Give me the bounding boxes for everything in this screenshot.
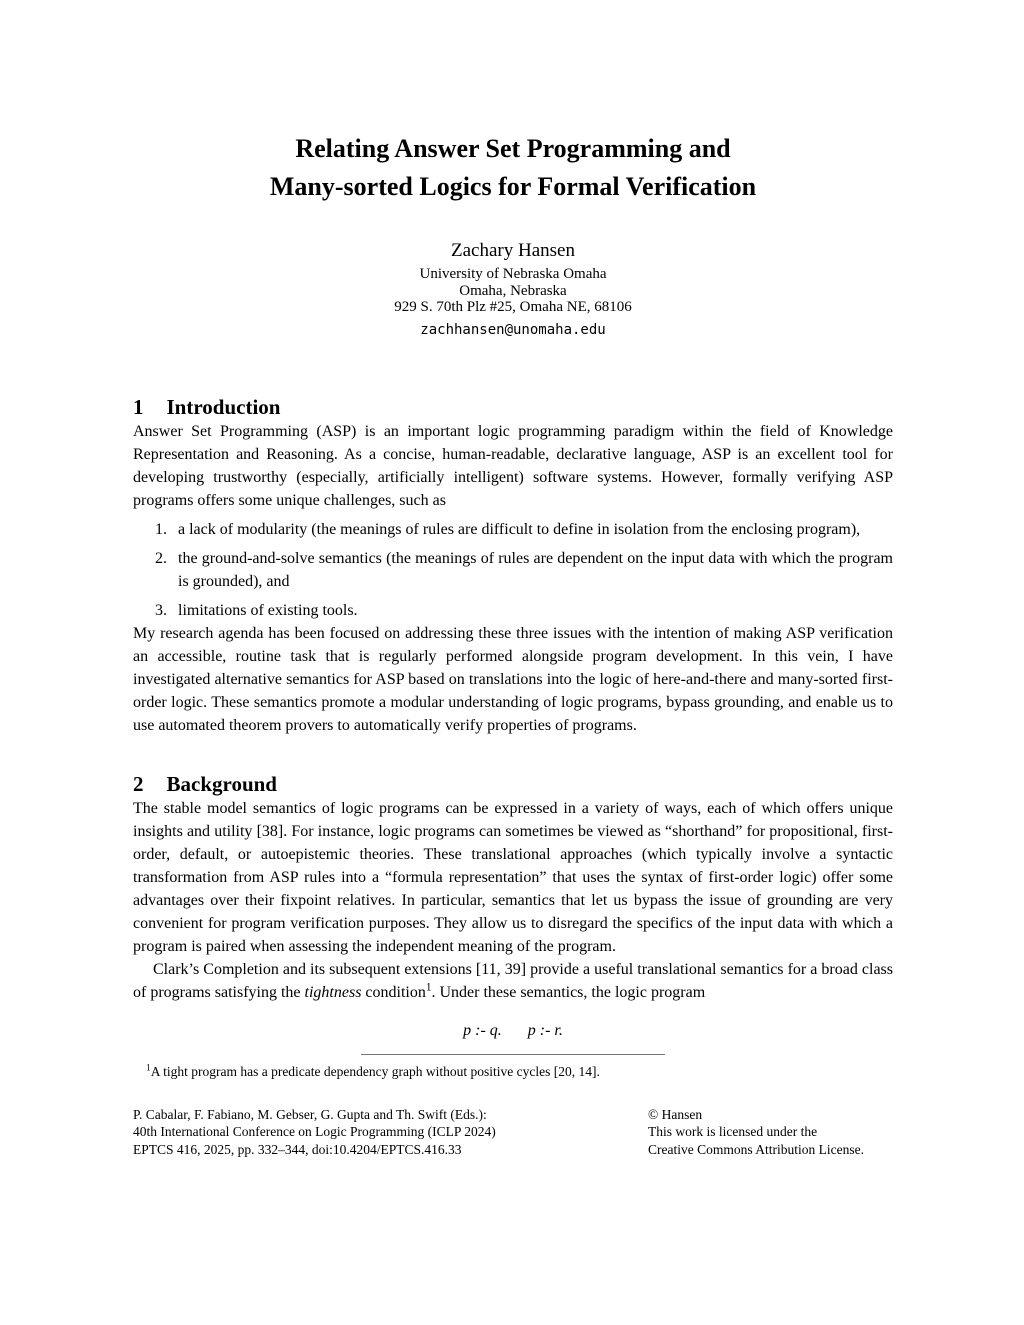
footer-conference-line: 40th International Conference on Logic Programming (ICLP 2024) xyxy=(133,1124,496,1139)
list-item-number: 1. xyxy=(155,520,167,538)
tightness-term: tightness xyxy=(304,983,362,1001)
list-item-text: a lack of modularity (the meanings of rules are difficult to define in isolation from the enclosing program), xyxy=(178,520,861,538)
list-item xyxy=(133,547,893,593)
section-1-number: 1 xyxy=(133,394,144,419)
challenges-list xyxy=(133,518,893,622)
section-introduction xyxy=(133,394,893,737)
logic-program-formula xyxy=(133,1019,893,1042)
footnote-rule xyxy=(361,1054,665,1055)
footer-license-line-1: This work is licensed under the xyxy=(648,1124,818,1139)
affiliation-line-city: Omaha, Nebraska xyxy=(459,282,567,299)
paper-title-line-2: Many-sorted Logics for Formal Verification xyxy=(269,172,757,201)
section-2-number: 2 xyxy=(133,771,144,796)
footer-copyright-line: © Hansen xyxy=(648,1106,703,1122)
author-affiliation xyxy=(133,266,893,316)
section-1-title: Introduction xyxy=(166,394,281,419)
bg-p2-before: Clark’s Completion and its subsequent extensions [11, 39] provide a useful translational semantics for a broad class of programs satisfying the xyxy=(133,960,893,1001)
footer-editors-line: P. Cabalar, F. Fabiano, M. Gebser, G. Gupta and Th. Swift (Eds.): xyxy=(133,1106,487,1122)
footnote xyxy=(133,1063,893,1080)
affiliation-line-address: 929 S. 70th Plz #25, Omaha NE, 68106 xyxy=(394,299,632,315)
footer-license-line-2: Creative Commons Attribution License. xyxy=(648,1141,864,1157)
list-item-number: 2. xyxy=(155,549,167,567)
paper-title xyxy=(133,130,893,206)
footnote-reference-mark: 1 xyxy=(425,981,432,994)
section-background xyxy=(133,771,893,1004)
list-item-number: 3. xyxy=(155,601,167,619)
list-item-text: limitations of existing tools. xyxy=(178,601,358,619)
footer-publication-info xyxy=(133,1106,648,1159)
bg-p2-after: . Under these semantics, the logic program xyxy=(431,983,706,1001)
background-paragraph-2 xyxy=(133,958,893,1004)
paper-title-line-1: Relating Answer Set Programming and xyxy=(295,134,731,163)
bg-p2-middle: condition xyxy=(361,983,426,1001)
author-name: Zachary Hansen xyxy=(451,240,575,261)
footer-license-info xyxy=(648,1106,864,1159)
list-item-text: the ground-and-solve semantics (the meanings of rules are dependent on the input data with which the program is grounded), and xyxy=(178,549,893,590)
background-paragraph-1: The stable model semantics of logic programs can be expressed in a variety of ways, each of which offers unique insights and utility [38]. For instance, logic programs can sometimes be viewed as “shorthand” for propositional, first-order, default, or autoepistemic theories. These translational approaches (which typically involve a syntactic transformation from ASP rules into a “formula representation” that uses the syntax of first-order logic) offer some advantages over their fixpoint relatives. In particular, semantics that let us bypass the issue of grounding are very convenient for program verification purposes. They allow us to disregard the specifics of the input data with which a program is paired when assessing the independent meaning of the program. xyxy=(133,799,893,955)
section-2-title: Background xyxy=(166,771,277,796)
section-2-heading xyxy=(133,771,893,797)
list-item xyxy=(133,518,893,541)
list-item xyxy=(133,599,893,622)
affiliation-line-institution: University of Nebraska Omaha xyxy=(419,266,607,282)
section-1-heading xyxy=(133,394,893,420)
author-email: zachhansen@unomaha.edu xyxy=(420,321,606,338)
page-footer xyxy=(133,1106,893,1159)
footnote-mark: 1 xyxy=(146,1063,151,1073)
intro-paragraph-1: Answer Set Programming (ASP) is an important logic programming paradigm within the field of Knowledge Representation and Reasoning. As a concise, human-readable, declarative language, ASP is an excellent tool for developing trustworthy (especially, artificially intelligent) software systems. However, formally verifying ASP programs offers some unique challenges, such as xyxy=(133,422,893,509)
formula-rule-2: p :- r. xyxy=(527,1021,563,1039)
footer-doi-line: EPTCS 416, 2025, pp. 332–344, doi:10.4204/EPTCS.416.33 xyxy=(133,1141,462,1157)
intro-paragraph-2: My research agenda has been focused on addressing these three issues with the intention of making ASP verification an accessible, routine task that is regularly performed alongside program development. In this vein, I have investigated alternative semantics for ASP based on translations into the logic of here-and-there and many-sorted first-order logic. These semantics promote a modular understanding of logic programs, bypass grounding, and enable us to use automated theorem provers to automatically verify properties of programs. xyxy=(133,624,893,734)
footnote-text: A tight program has a predicate dependency graph without positive cycles [20, 14]. xyxy=(150,1063,600,1079)
formula-rule-1: p :- q. xyxy=(463,1021,502,1039)
